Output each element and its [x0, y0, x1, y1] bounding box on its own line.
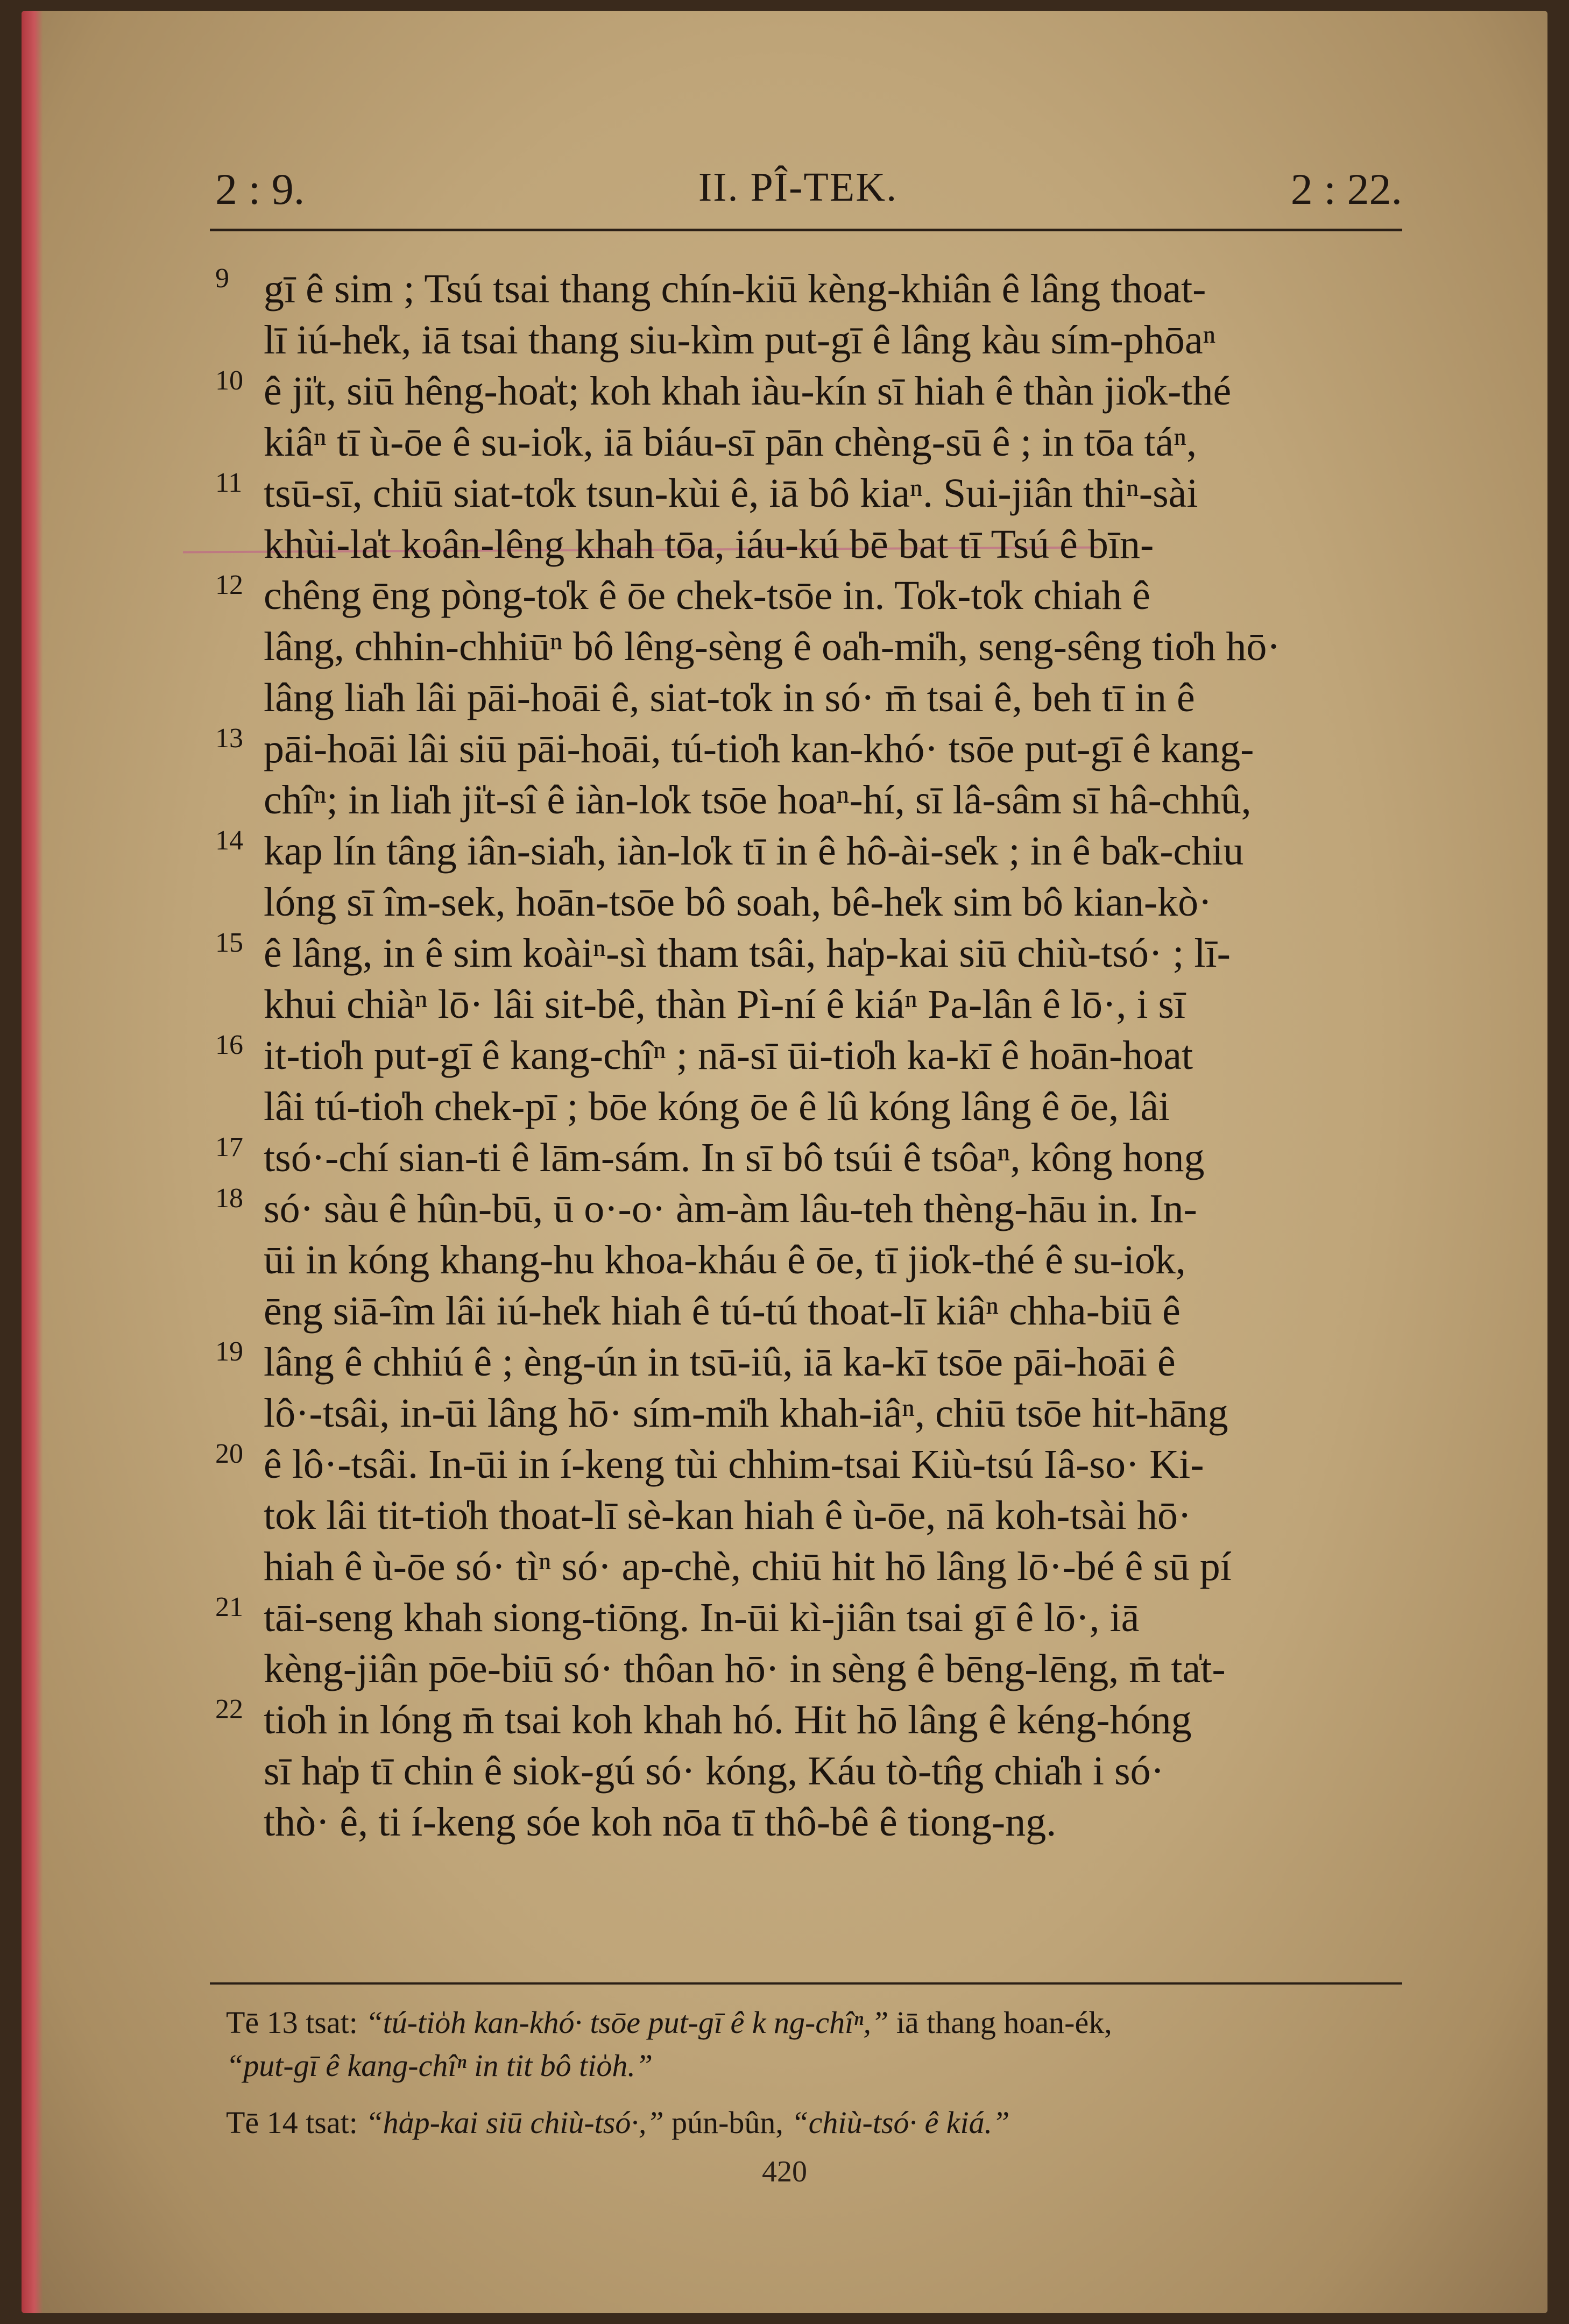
- line-text: sī ha̍p tī chin ê siok-gú só· kóng, Káu tò-tn̂g chia̍h i só·: [264, 1748, 1164, 1794]
- text-line: [215, 877, 1420, 928]
- line-text: kap lín tâng iân-sia̍h, iàn-lo̍k tī in ê hô-ài-se̍k ; in ê ba̍k-chiu: [264, 828, 1244, 874]
- verse-number: 22: [215, 1695, 243, 1725]
- text-line: [215, 1132, 1420, 1184]
- line-text: tio̍h in lóng m̄ tsai koh khah hó. Hit hō lâng ê kéng-hóng: [264, 1697, 1192, 1742]
- verse-number: 10: [215, 366, 243, 396]
- line-text: khùi-la̍t koân-lêng khah tōa, iáu-kú bē bat tī Tsú ê bīn-: [264, 522, 1154, 567]
- line-text: hiah ê ù-ōe só· tìⁿ só· ap-chè, chiū hit hō lâng lō·-bé ê sū pí: [264, 1544, 1232, 1589]
- line-text: lī iú-he̍k, iā tsai thang siu-kìm put-gī ê lâng kàu sím-phōaⁿ: [264, 317, 1216, 363]
- line-text: ēng siā-îm lâi iú-he̍k hiah ê tú-tú thoat-lī kiâⁿ chha-biū ê: [264, 1288, 1181, 1334]
- verse-number: 12: [215, 570, 243, 600]
- text-line: [215, 672, 1420, 724]
- verse-number: 19: [215, 1337, 243, 1367]
- line-text: tok lâi tit-tio̍h thoat-lī sè-kan hiah ê ù-ōe, nā koh-tsài hō·: [264, 1493, 1192, 1538]
- text-line: [215, 621, 1420, 672]
- line-text: khui chiàⁿ lō· lâi sit-bê, thàn Pì-ní ê kiáⁿ Pa-lân ê lō·, i sī: [264, 982, 1186, 1027]
- line-text: ê lâng, in ê sim koàiⁿ-sì tham tsâi, ha̍p-kai siū chiù-tsó· ; lī-: [264, 931, 1231, 976]
- line-text: thò· ê, ti í-keng sóe koh nōa tī thô-bê ê tiong-ng.: [264, 1799, 1057, 1845]
- text-line: [215, 1439, 1420, 1490]
- text-line: [215, 1286, 1420, 1337]
- line-text: tāi-seng khah siong-tiōng. In-ūi kì-jiân tsai gī ê lō·, iā: [264, 1595, 1140, 1640]
- page-number: 420: [762, 2155, 807, 2188]
- text-line: [215, 775, 1420, 826]
- text-line: [215, 724, 1420, 775]
- line-text: lâi tú-tio̍h chek-pī ; bōe kóng ōe ê lû kóng lâng ê ōe, lâi: [264, 1084, 1170, 1129]
- running-header: [194, 164, 1402, 223]
- scripture-text: [215, 264, 1420, 1848]
- text-line: [215, 928, 1420, 979]
- footnote-rule: [210, 1982, 1402, 1985]
- verse-number: 21: [215, 1592, 243, 1622]
- text-line: [215, 1695, 1420, 1746]
- line-text: pāi-hoāi lâi siū pāi-hoāi, tú-tio̍h kan-khó· tsōe put-gī ê kang-: [264, 726, 1254, 771]
- line-text: tsū-sī, chiū siat-to̍k tsun-kùi ê, iā bô kiaⁿ. Sui-jiân thiⁿ-sài: [264, 471, 1198, 516]
- line-text: gī ê sim ; Tsú tsai thang chín-kiū kèng-khiân ê lâng thoat-: [264, 266, 1206, 311]
- line-text: tsó·-chí sian-ti ê lām-sám. In sī bô tsúi ê tsôaⁿ, kông hong: [264, 1135, 1205, 1180]
- line-text: ê ji̍t, siū hêng-hoa̍t; koh khah iàu-kín sī hiah ê thàn jio̍k-thé: [264, 369, 1232, 414]
- footnotes: [226, 2001, 1431, 2144]
- line-text: lâng, chhin-chhiūⁿ bô lêng-sèng ê oa̍h-mi̍h, seng-sêng tio̍h hō·: [264, 624, 1281, 669]
- header-rule: [210, 229, 1402, 231]
- text-line: [215, 1184, 1420, 1235]
- text-line: [215, 264, 1420, 315]
- text-line: [215, 468, 1420, 519]
- line-text: ê lô·-tsâi. In-ūi in í-keng tùi chhim-tsai Kiù-tsú Iâ-so· Ki-: [264, 1442, 1204, 1487]
- text-line: [215, 1643, 1420, 1695]
- verse-number: 20: [215, 1439, 243, 1469]
- text-line: [215, 1490, 1420, 1541]
- text-line: [215, 315, 1420, 366]
- book-page: [22, 11, 1547, 2313]
- line-text: lô·-tsâi, in-ūi lâng hō· sím-mi̍h khah-iâⁿ, chiū tsōe hit-hāng: [264, 1391, 1228, 1436]
- verse-number: 15: [215, 928, 243, 958]
- text-line: [215, 1592, 1420, 1643]
- line-text: só· sàu ê hûn-bū, ū o·-o· àm-àm lâu-teh thèng-hāu in. In-: [264, 1186, 1197, 1231]
- line-text: kiâⁿ tī ù-ōe ê su-io̍k, iā biáu-sī pān chèng-sū ê ; in tōa táⁿ,: [264, 420, 1197, 465]
- verse-number: 17: [215, 1132, 243, 1163]
- line-text: kèng-jiân pōe-biū só· thôan hō· in sèng ê bēng-lēng, m̄ ta̍t-: [264, 1646, 1226, 1691]
- verse-number: 18: [215, 1184, 243, 1214]
- text-line: [215, 1541, 1420, 1592]
- verse-number: 16: [215, 1030, 243, 1060]
- header-book-title: II. PÎ-TEK.: [698, 165, 898, 210]
- text-line: [215, 826, 1420, 877]
- text-line: [215, 1030, 1420, 1081]
- verse-number: 11: [215, 468, 243, 498]
- line-text: lâng lia̍h lâi pāi-hoāi ê, siat-to̍k in só· m̄ tsai ê, beh tī in ê: [264, 675, 1195, 720]
- line-text: lóng sī îm-sek, hoān-tsōe bô soah, bê-he̍k sim bô kian-kò·: [264, 880, 1212, 925]
- text-line: [215, 1797, 1420, 1848]
- text-line: [215, 1235, 1420, 1286]
- verse-number: 14: [215, 826, 243, 856]
- text-line: [215, 979, 1420, 1030]
- verse-number: 9: [215, 264, 229, 294]
- header-right-reference: 2 : 22.: [1290, 165, 1402, 214]
- header-left-reference: 2 : 9.: [215, 165, 305, 214]
- text-line: [215, 366, 1420, 417]
- text-line: [215, 1337, 1420, 1388]
- footnote-2: Tē 14 tsat: “ha̍p-kai siū chiù-tsó·,” pún-bûn, “chiù-tsó· ê kiá.”: [226, 2105, 1010, 2140]
- text-line: [215, 417, 1420, 468]
- text-line: [215, 1081, 1420, 1132]
- page-spine-edge: [22, 11, 43, 2313]
- line-text: ūi in kóng khang-hu khoa-kháu ê ōe, tī jio̍k-thé ê su-io̍k,: [264, 1237, 1186, 1283]
- footnote-1: Tē 13 tsat: “tú-tio̍h kan-khó· tsōe put-gī ê k ng-chîⁿ,” iā thang hoan-ék, “put-gī ê kang-chîⁿ in tit bô tio̍h.”: [226, 2005, 1112, 2083]
- text-line: [215, 570, 1420, 621]
- line-text: lâng ê chhiú ê ; èng-ún in tsū-iû, iā ka-kī tsōe pāi-hoāi ê: [264, 1340, 1176, 1385]
- text-line: [215, 1746, 1420, 1797]
- line-text: chîⁿ; in lia̍h ji̍t-sî ê iàn-lo̍k tsōe hoaⁿ-hí, sī lâ-sâm sī hâ-chhû,: [264, 777, 1252, 823]
- verse-number: 13: [215, 724, 243, 754]
- line-text: it-tio̍h put-gī ê kang-chîⁿ ; nā-sī ūi-tio̍h ka-kī ê hoān-hoat: [264, 1033, 1193, 1078]
- text-line: [215, 519, 1420, 570]
- text-line: [215, 1388, 1420, 1439]
- line-text: chêng ēng pòng-to̍k ê ōe chek-tsōe in. To̍k-to̍k chiah ê: [264, 573, 1150, 618]
